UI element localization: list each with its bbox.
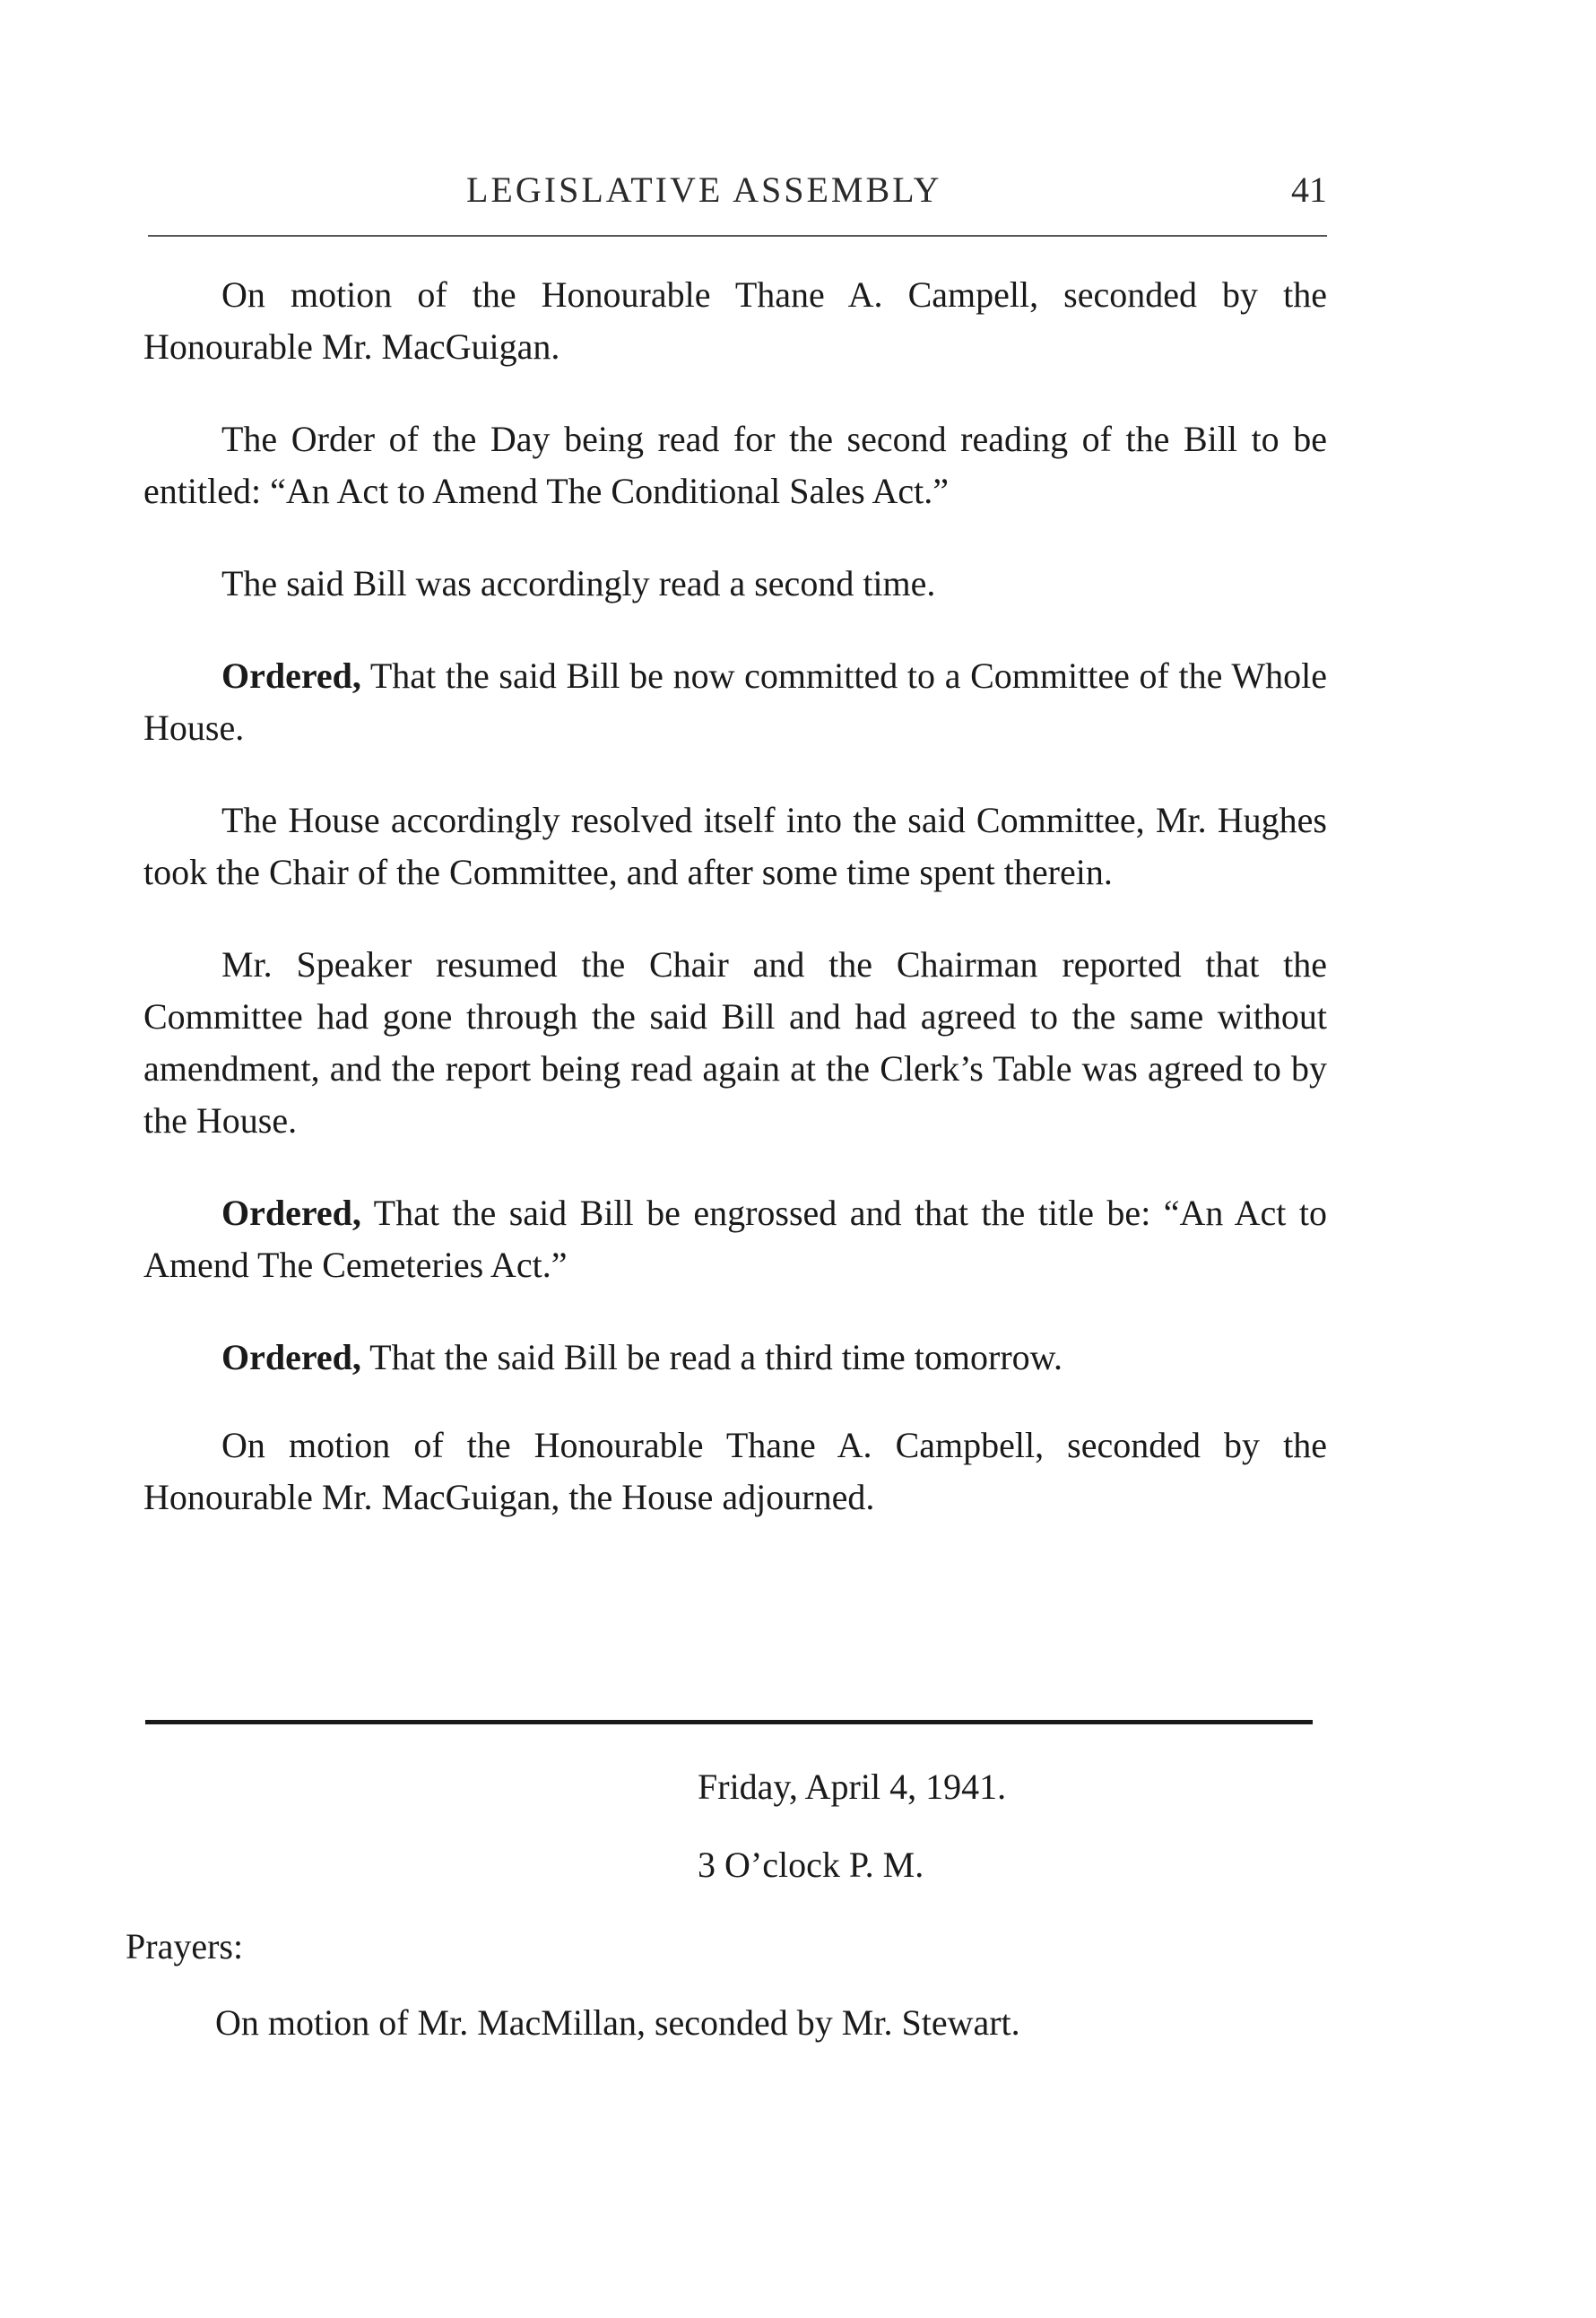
- paragraph-final-motion: On motion of Mr. MacMillan, seconded by Mr. Stewart.: [215, 2002, 1020, 2043]
- paragraph-second-reading: The said Bill was accordingly read a second time.: [221, 563, 936, 603]
- ordered-text: That the said Bill be read a third time tomorrow.: [360, 1337, 1063, 1377]
- paragraph-adjourned: On motion of the Honourable Thane A. Campbell, seconded by the Honourable Mr. MacGuigan, the House adjourned.: [143, 1425, 1327, 1517]
- section-divider: [145, 1720, 1313, 1724]
- running-title: LEGISLATIVE ASSEMBLY: [466, 169, 942, 210]
- sitting-time: 3 O’clock P. M.: [698, 1845, 924, 1885]
- ordered-text: That the said Bill be engrossed and that the title be: “An Act to Amend The Cemeteries Act.”: [143, 1193, 1327, 1285]
- ordered-label: Ordered,: [221, 1193, 361, 1233]
- ordered-text: That the said Bill be now committed to a Committee of the Whole House.: [143, 655, 1327, 748]
- paragraph-motion: On motion of the Honourable Thane A. Campell, seconded by the Honourable Mr. MacGuigan.: [143, 274, 1327, 367]
- paragraph-ordered-committee: [143, 650, 1327, 754]
- page-header: [148, 169, 1327, 222]
- page-number: 41: [1291, 169, 1327, 210]
- sitting-date: Friday, April 4, 1941.: [698, 1767, 1007, 1807]
- paragraph-speaker-report: Mr. Speaker resumed the Chair and the Chairman reported that the Committee had gone through the said Bill and had agreed to the same without amendment, and the report being read again at the Clerk’s Table was agreed to by the House.: [143, 944, 1327, 1141]
- ordered-label: Ordered,: [221, 1337, 361, 1377]
- paragraph-ordered-engrossed: [143, 1187, 1327, 1291]
- paragraph-order-of-day: The Order of the Day being read for the second reading of the Bill to be entitled: “An Act to Amend The Conditional Sales Act.”: [143, 419, 1327, 511]
- paragraph-ordered-third-reading: [143, 1332, 1327, 1384]
- page-body: [143, 269, 1327, 1564]
- ordered-label: Ordered,: [221, 655, 361, 696]
- prayers-label: Prayers:: [126, 1926, 244, 1966]
- paragraph-committee: The House accordingly resolved itself into the said Committee, Mr. Hughes took the Chair of the Committee, and after some time spent therein.: [143, 800, 1327, 892]
- header-rule: [148, 235, 1327, 237]
